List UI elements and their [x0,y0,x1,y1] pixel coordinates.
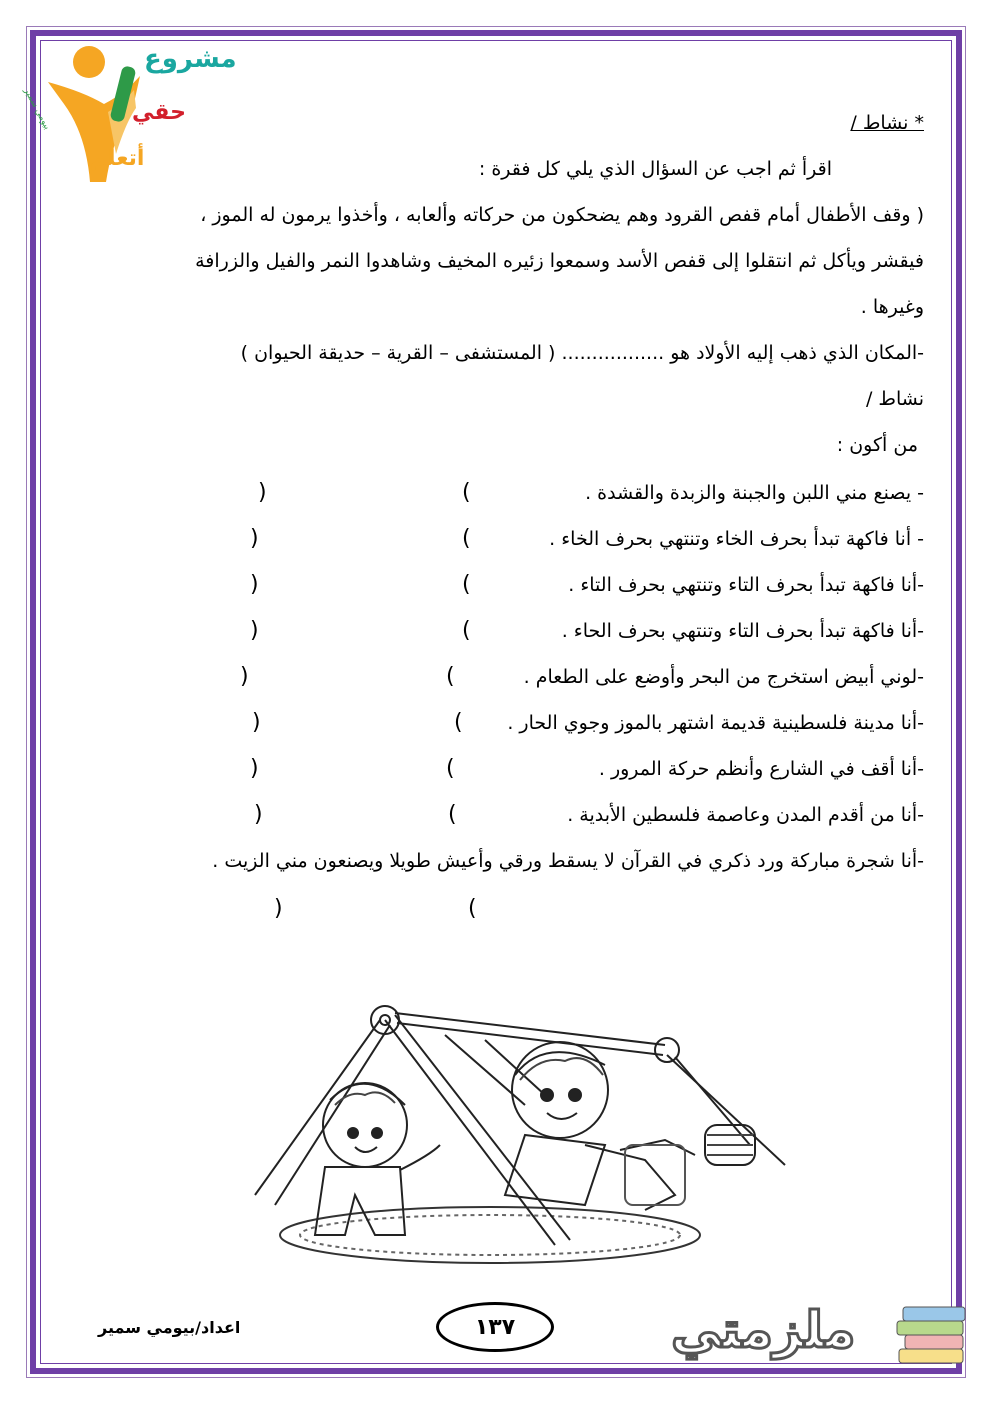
logo-word-learn: أتعلم [90,146,145,171]
riddle-item: -لوني أبيض استخرج من البحر وأوضع على الطعام . [523,666,924,688]
riddle-item: -أنا فاكهة تبدأ بحرف التاء وتنتهي بحرف الحاء . [561,620,924,642]
question-place: -المكان الذي ذهب إليه الأولاد هو ................. ( المستشفى – القرية – حديقة الحيوان ) [240,342,924,364]
brand-name: ملزمتي [671,1301,856,1359]
answer-close-paren: ) [250,756,259,781]
answer-open-paren: ( [462,526,471,551]
answer-close-paren: ) [250,572,259,597]
answer-close-paren: ) [254,802,263,827]
answer-close-paren: ) [240,664,249,689]
answer-close-paren: ) [252,710,261,735]
answer-open-paren: ( [448,802,457,827]
answer-open-paren: ( [462,572,471,597]
passage-line: ( وقف الأطفال أمام قفص القرود وهم يضحكون من حركاته وألعابه ، وأخذوا يرمون له الموز ، [200,204,924,226]
project-logo [21,42,237,192]
riddle-heading: من أكون : [836,434,918,456]
answer-open-paren: ( [446,756,455,781]
kids-swing-illustration [225,995,790,1275]
activity-title: نشاط / [865,388,924,410]
activity-title: * نشاط / [850,112,924,134]
logo-slogan: بيومي سمير [21,86,52,132]
answer-close-paren: ) [258,480,267,505]
riddle-item: -أنا من أقدم المدن وعاصمة فلسطين الأبدية . [567,804,924,826]
riddle-item: -أنا مدينة فلسطينية قديمة اشتهر بالموز وجوي الحار . [507,712,924,734]
answer-open-paren: ( [462,618,471,643]
answer-close-paren: ) [274,896,283,921]
passage-line: وغيرها . [860,296,924,318]
swing-drawing-icon [225,995,790,1275]
logo-word-right: حقي [132,100,186,125]
riddle-item: - يصنع مني اللبن والجبنة والزبدة والقشدة . [585,482,924,504]
reading-instruction: اقرأ ثم اجب عن السؤال الذي يلي كل فقرة : [478,158,832,180]
logo-word-project: مشروع [144,44,237,74]
page-number [436,1302,554,1352]
author-credit: اعداد/بيومي سمير [98,1318,241,1337]
brand-logo [665,1295,975,1385]
answer-close-paren: ) [250,526,259,551]
riddle-item: -أنا فاكهة تبدأ بحرف التاء وتنتهي بحرف التاء . [568,574,924,596]
riddle-item: - أنا فاكهة تبدأ بحرف الخاء وتنتهي بحرف الخاء . [549,528,924,550]
answer-open-paren: ( [462,480,471,505]
answer-open-paren: ( [446,664,455,689]
answer-open-paren: ( [454,710,463,735]
page-number-text: ١٣٧ [474,1314,516,1340]
riddle-item: -أنا شجرة مباركة ورد ذكري في القرآن لا يسقط ورقي وأعيش طويلا ويصنعون مني الزيت . [212,850,924,872]
passage-line: فيقشر ويأكل ثم انتقلوا إلى قفص الأسد وسمعوا زئيره المخيف وشاهدوا النمر والفيل والزرافة [195,250,924,272]
riddle-item: -أنا أقف في الشارع وأنظم حركة المرور . [598,758,924,780]
answer-open-paren: ( [468,896,477,921]
answer-close-paren: ) [250,618,259,643]
